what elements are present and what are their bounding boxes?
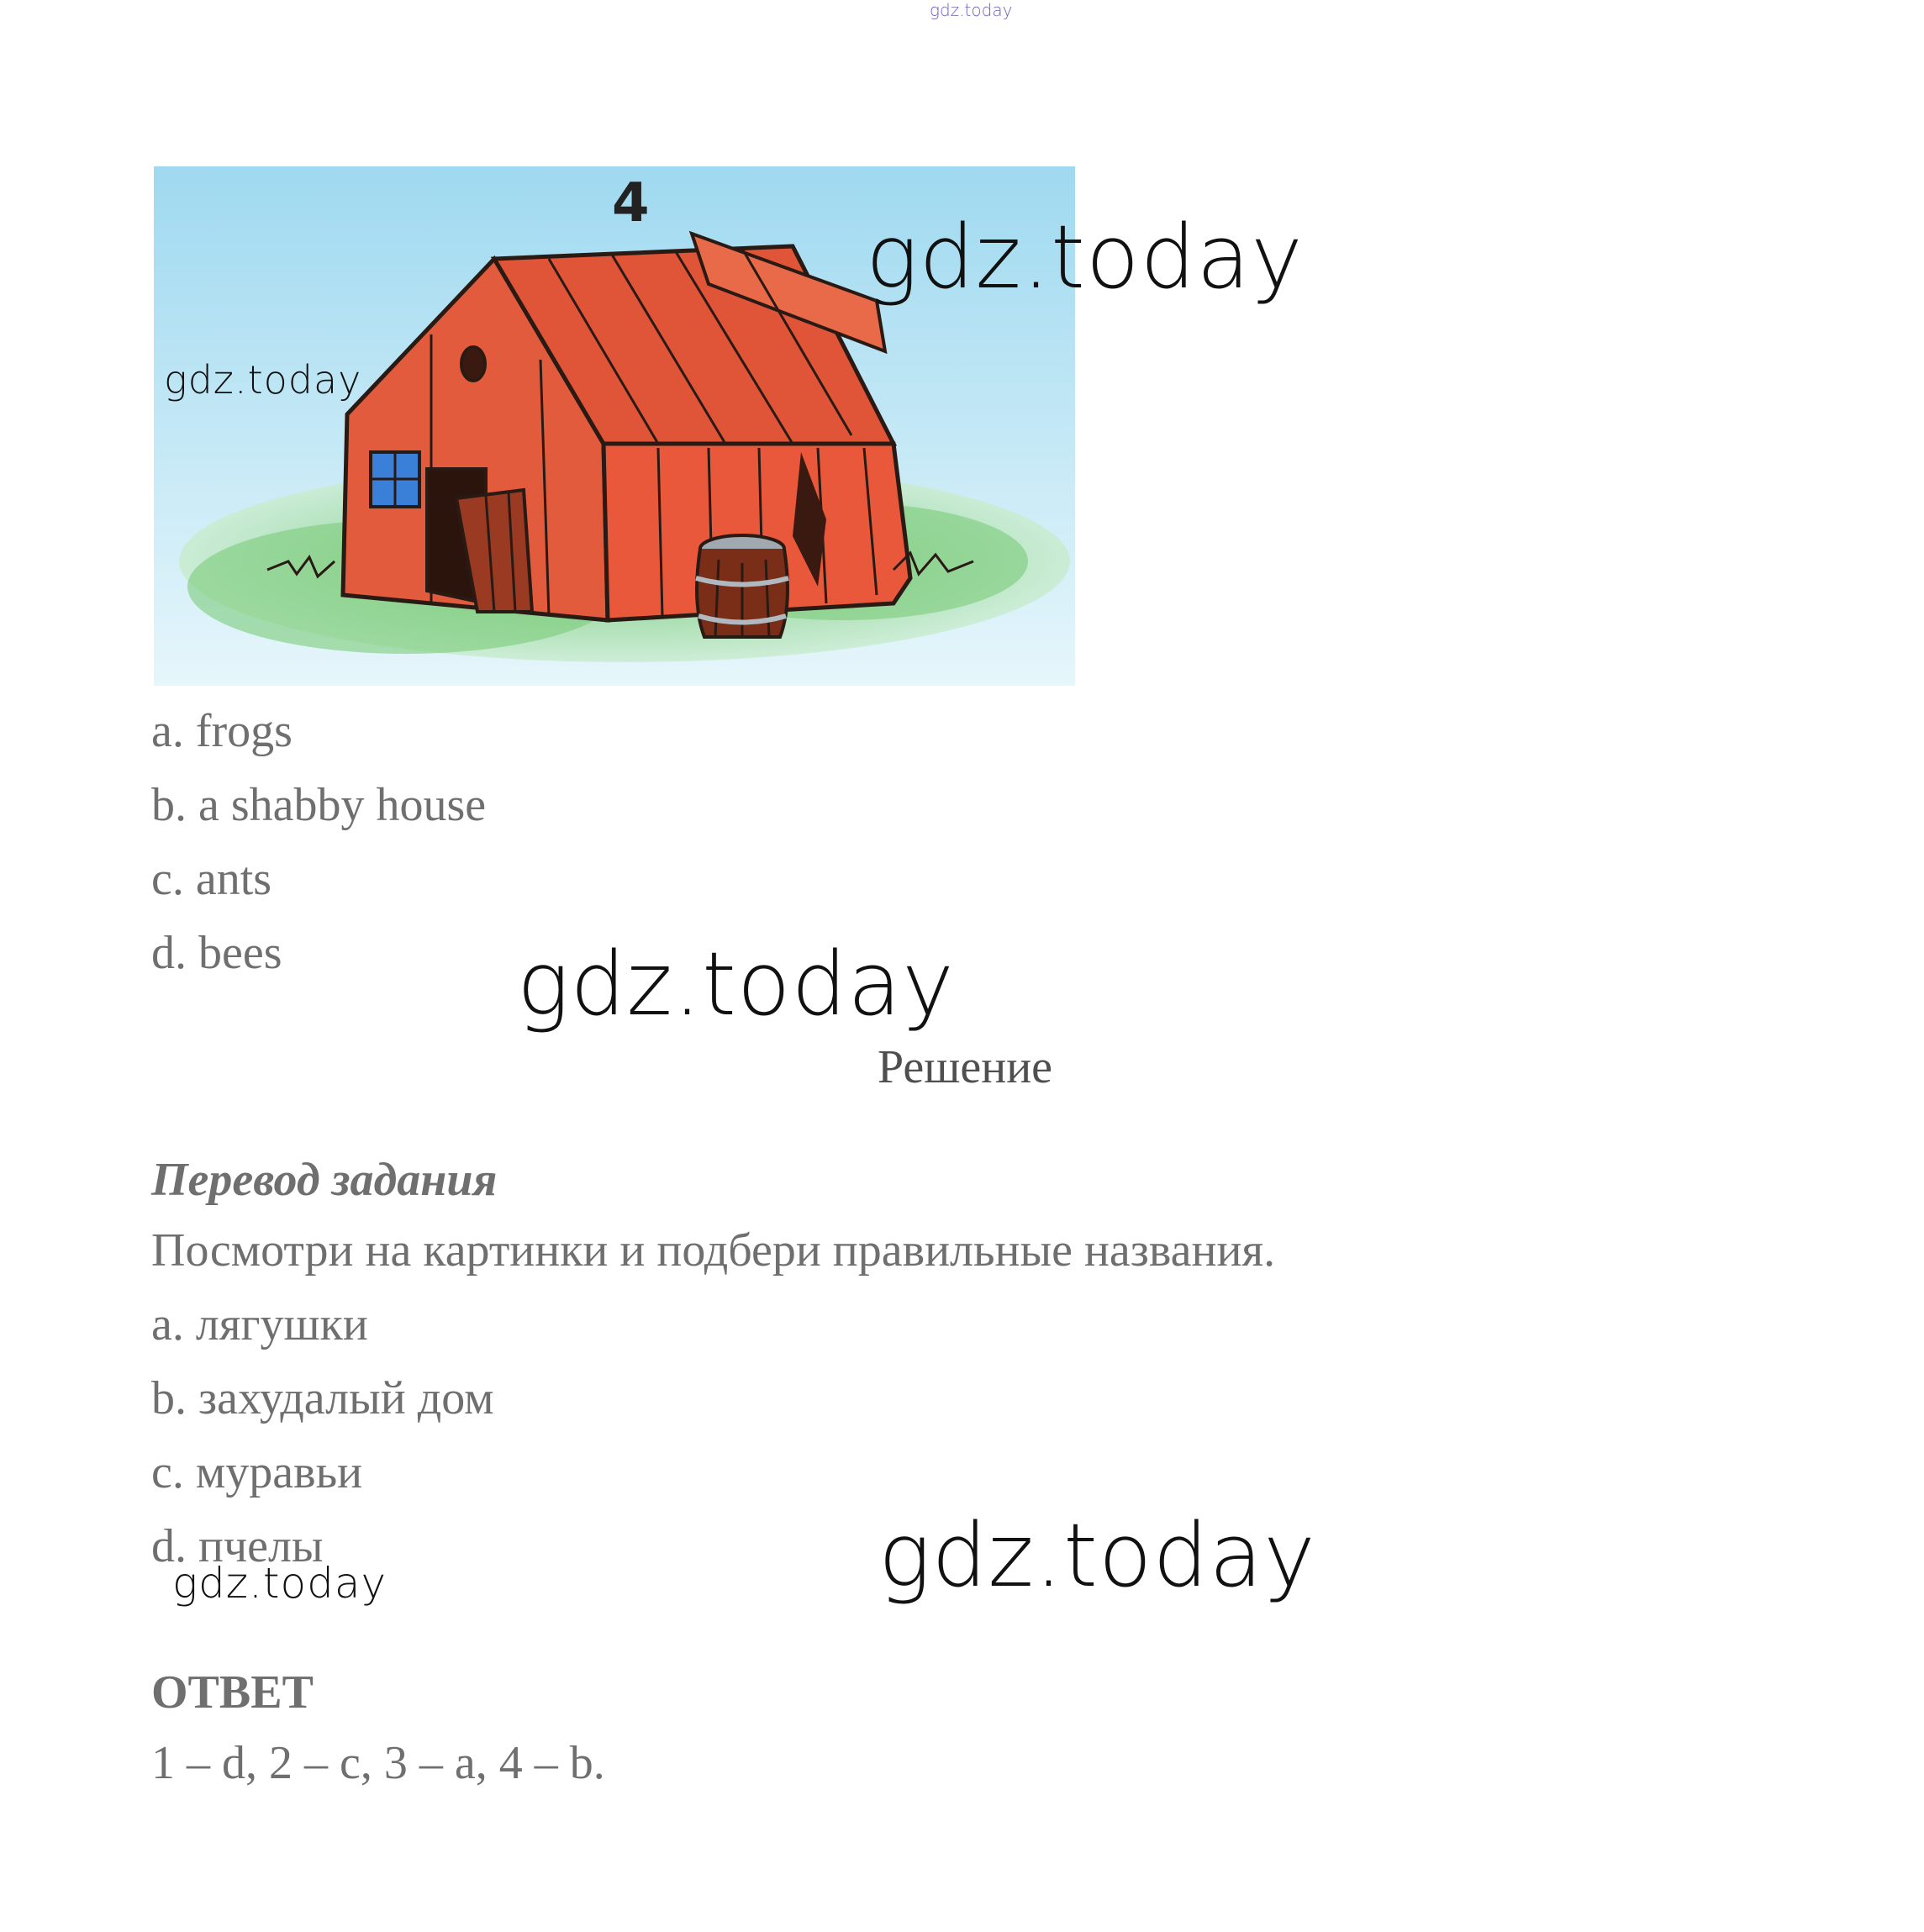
translation-instruction: Посмотри на картинки и подбери правильные названия.	[151, 1224, 1276, 1277]
solution-label: Решение	[878, 1041, 1053, 1093]
picture-number: 4	[612, 172, 650, 234]
answer-text: 1 – d, 2 – c, 3 – a, 4 – b.	[151, 1737, 605, 1789]
translation-item-b: b. захудалый дом	[151, 1372, 494, 1424]
translation-item-d: d. пчелы	[151, 1520, 324, 1572]
option-d: d. bees	[151, 927, 282, 979]
watermark-small-2: gdz.today	[172, 1559, 387, 1608]
answer-heading: ОТВЕТ	[151, 1666, 314, 1719]
watermark-big-2: gdz.today	[517, 933, 955, 1035]
watermark-big-3: gdz.today	[878, 1504, 1316, 1607]
option-c: c. ants	[151, 853, 272, 905]
watermark-small-1: gdz.today	[164, 357, 362, 403]
translation-item-a: a. лягушки	[151, 1298, 368, 1350]
watermark-big-1: gdz.today	[866, 206, 1304, 308]
option-b: b. a shabby house	[151, 779, 487, 831]
translation-heading: Перевод задания	[151, 1154, 498, 1206]
watermark-top: gdz.today	[930, 0, 1013, 20]
translation-item-c: c. муравьи	[151, 1446, 363, 1498]
option-a: a. frogs	[151, 705, 293, 757]
